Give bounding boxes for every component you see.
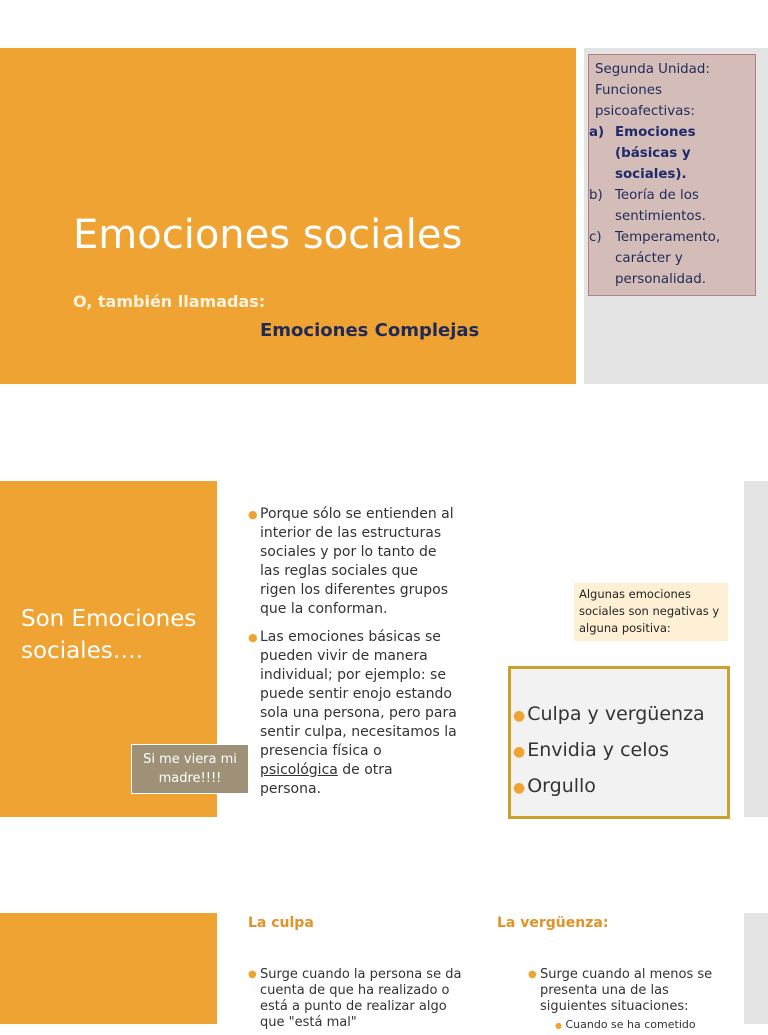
unit-item-emociones (589, 122, 751, 185)
slide3-side-panel (744, 913, 768, 1024)
slide2-side-panel (744, 481, 768, 817)
list-item (248, 967, 468, 1031)
bullet-list (248, 505, 458, 808)
unit-item-marker: c) (589, 230, 602, 245)
list-item (248, 628, 458, 799)
bullet-dot-icon: ● (248, 508, 258, 521)
bullet-dot-icon: ● (513, 708, 526, 724)
note-callout: Algunas emociones sociales son negativas y alguna positiva: (574, 583, 728, 641)
verguenza-list (528, 967, 728, 1015)
complex-emotions-label: Emociones Complejas (260, 320, 480, 341)
bullet-dot-icon: ● (513, 744, 526, 760)
verguenza-subitem-text: Cuando se ha cometido (565, 1018, 696, 1031)
list-item (248, 505, 458, 619)
unit-outline-box (588, 54, 756, 296)
culpa-description: Surge cuando la persona se da cuenta de que ha realizado o está a punto de realizar algo que "está mal" (260, 967, 462, 1030)
unit-item-marker: a) (589, 125, 605, 140)
emotion-label: Culpa y vergüenza (527, 703, 705, 725)
unit-item-text: Temperamento, carácter y personalidad. (615, 230, 721, 287)
unit-item-teoria (589, 185, 751, 227)
quote-text: Si me viera mi madre!!!! (143, 752, 237, 786)
slide1-subtitle: O, también llamadas: (73, 292, 266, 311)
slide2-title: Son Emociones sociales…. (21, 606, 197, 664)
unit-item-text: Teoría de los sentimientos. (615, 188, 706, 224)
unit-item-temperamento (589, 227, 751, 290)
unit-item-marker: b) (589, 188, 603, 203)
bullet-text-wrap (260, 628, 458, 799)
bullet-dot-icon: ● (248, 969, 257, 980)
list-item (513, 697, 727, 733)
slide3-title-panel (0, 913, 217, 1024)
unit-item-text: Emociones (básicas y sociales). (615, 125, 696, 182)
list-item (513, 769, 727, 805)
bullet-dot-icon: ● (555, 1021, 562, 1030)
bullet-text-end: de otra persona. (260, 762, 393, 797)
bullet-dot-icon: ● (528, 969, 537, 980)
quote-callout (131, 744, 249, 794)
emotion-label: Envidia y celos (527, 739, 670, 761)
verguenza-heading: La vergüenza: (497, 915, 609, 931)
underlined-word: psicológica (260, 762, 338, 778)
bullet-dot-icon: ● (513, 780, 526, 796)
list-item (528, 967, 728, 1015)
bullet-text: Porque sólo se entienden al interior de las estructuras sociales y por lo tanto de las reglas sociales que rigen los diferentes grupos que la conforman. (260, 506, 454, 617)
culpa-heading: La culpa (248, 915, 314, 931)
emotion-label: Orgullo (527, 775, 596, 797)
verguenza-description: Surge cuando al menos se presenta una de las siguientes situaciones: (540, 967, 713, 1014)
emotion-list-box (508, 666, 730, 819)
unit-heading: Segunda Unidad: Funciones psicoafectivas: (595, 62, 710, 119)
list-item (513, 733, 727, 769)
verguenza-subitem (555, 1016, 696, 1035)
slide1-title: Emociones sociales (73, 212, 463, 258)
bullet-dot-icon: ● (248, 631, 258, 644)
culpa-list (248, 967, 468, 1031)
bullet-text: Las emociones básicas se pueden vivir de manera individual; por ejemplo: se puede sentir enojo estando sola una persona, pero para sentir culpa, necesitamos la presencia física o (260, 629, 457, 759)
